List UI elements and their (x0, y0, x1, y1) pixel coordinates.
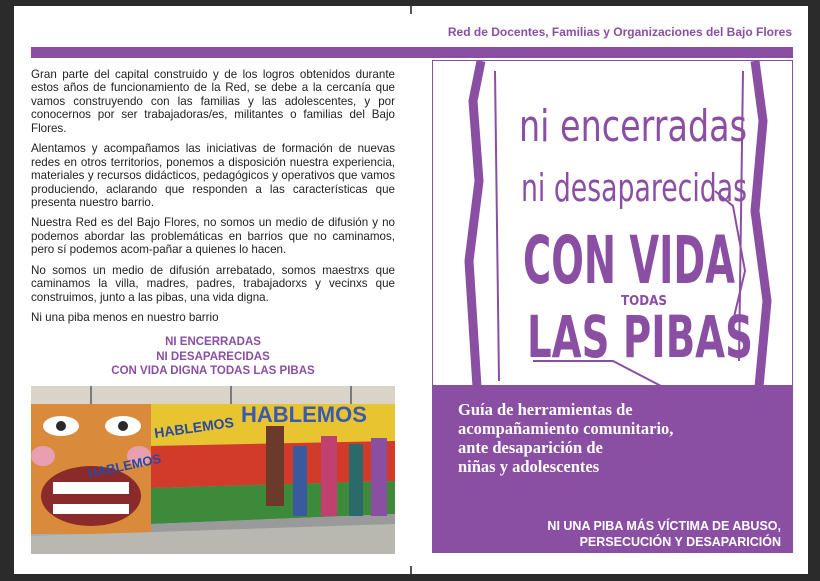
guide-title-line-2: acompañamiento comunitario, (458, 419, 674, 439)
cover-line-2: ni desaparecidas (521, 166, 747, 210)
slogan (31, 335, 395, 379)
header-bar (31, 47, 793, 58)
paragraph-4: No somos un medio de difusión arrebatado, somos maestrxs que caminamos la villa, madres, padres, trabajadorxs y vecinxs que construimos, junto a las pibas, una vida digna. (31, 263, 395, 304)
paragraph-5: Ni una piba menos en nuestro barrio (31, 311, 219, 324)
cover-line-3: CON VIDA (523, 222, 735, 299)
guide-title-line-1: Guía de herramientas de (458, 400, 633, 419)
guide-title-line-3: ante desaparición de (458, 438, 603, 458)
intro-text (31, 68, 395, 331)
cover-line-5: LAS PIBAS (527, 303, 753, 371)
cover-panel (432, 60, 793, 553)
slogan-line-2: NI DESAPARECIDAS (156, 350, 270, 363)
cover-illustration (433, 61, 794, 387)
guide-title-line-4: niñas y adolescentes (458, 457, 600, 477)
mural-text-3: HABLEMOS (86, 450, 163, 481)
cover-line-1: ni encerradas (519, 101, 747, 152)
cover-info-box (432, 386, 793, 553)
fold-mark-bottom (410, 566, 412, 574)
paragraph-2: Alentamos y acompañamos las iniciativas de formación de nuevas redes en otros territorios, ponemos a disposición nuestra experiencia, materiales y recursos didácticos, pedagógicos y operativos que vamos produciendo, aclarando que responden a las características que presenta nuestro barrio. (31, 142, 395, 209)
guide-title (458, 400, 673, 477)
slogan-line-1: NI ENCERRADAS (165, 336, 261, 348)
paragraph-3: Nuestra Red es del Bajo Flores, no somos un medio de difusión y no podemos abordar las problemáticas en barrios que no caminamos, pero sí podemos acom-pañar a quienes lo hacen. (31, 216, 395, 257)
mural-text-1: HABLEMOS (153, 413, 235, 441)
fold-mark-top (410, 6, 412, 14)
paragraph-1: Gran parte del capital construido y de los logros obtenidos durante estos años de funcionamiento de la Red, se debe a la cercanía que vamos construyendo con las familias y las adolescentes, y por conocernos por ser trabajadoras/es, militantes o familias del Bajo Flores. (31, 68, 395, 135)
slogan-line-3: CON VIDA DIGNA TODAS LAS PIBAS (111, 365, 315, 378)
cover-line-4: TODAS (621, 294, 667, 309)
organization-name: Red de Docentes, Familias y Organizaciones del Bajo Flores (447, 25, 792, 39)
brochure-page (14, 6, 808, 574)
tagline-line-2: PERSECUCIÓN Y DESAPARICIÓN (579, 535, 781, 550)
tagline-line-1: NI UNA PIBA MÁS VÍCTIMA DE ABUSO, (547, 519, 781, 533)
cover-tagline (547, 518, 781, 551)
mural-text-2: HABLEMOS (241, 402, 367, 427)
mural-illustration (31, 386, 395, 554)
mural-photo (31, 386, 395, 554)
cover-artwork (432, 60, 793, 386)
